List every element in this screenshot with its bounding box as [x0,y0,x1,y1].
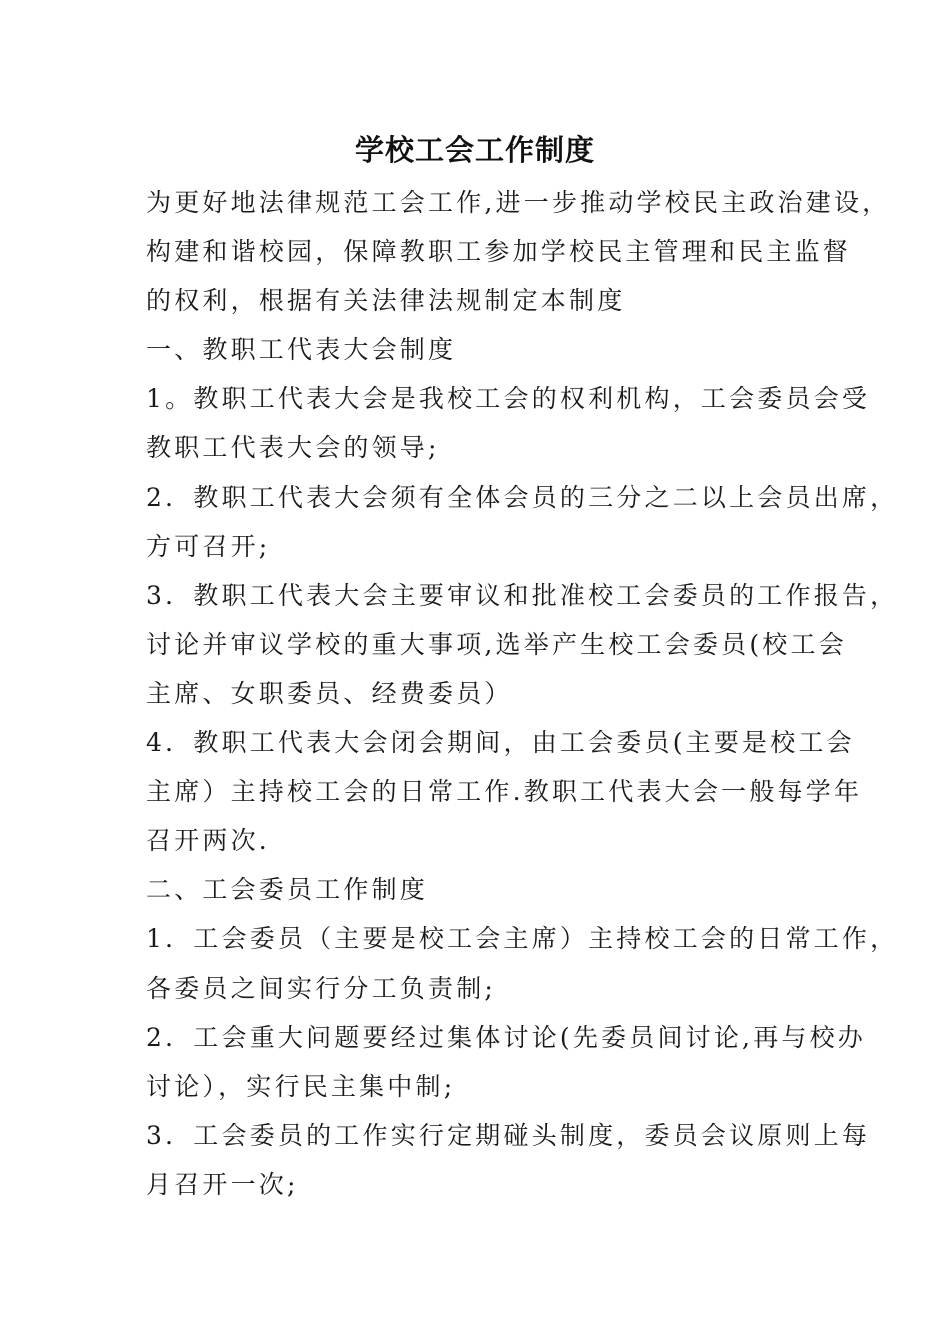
document-body [146,178,899,1209]
text-line: 3．教职工代表大会主要审议和批准校工会委员的工作报告， [146,580,899,610]
text-line: 的权利，根据有关法律法规制定本制度 [146,286,626,316]
document-title: 学校工会工作制度 [354,133,595,167]
text-line: 2．工会重大问题要经过集体讨论(先委员间讨论,再与校办 [146,1022,867,1052]
text-line: 3．工会委员的工作实行定期碰头制度，委员会议原则上每 [146,1120,871,1150]
text-line: 主席、女职委员、经费委员） [146,678,513,708]
text-line: 1。教职工代表大会是我校工会的权利机构，工会委员会受 [146,384,871,414]
text-line: 1．工会委员（主要是校工会主席）主持校工会的日常工作， [146,924,899,954]
text-line: 月召开一次; [146,1169,299,1199]
text-line: 讨论），实行民主集中制; [146,1071,456,1101]
text-line: 2．教职工代表大会须有全体会员的三分之二以上会员出席， [146,482,899,512]
text-line: 召开两次. [146,826,270,856]
text-line: 方可召开; [146,531,271,561]
text-line: 各委员之间实行分工负责制; [146,973,497,1003]
text-line: 讨论并审议学校的重大事项,选举产生校工会委员(校工会 [146,629,847,659]
section-heading-2: 二、工会委员工作制度 [146,875,429,905]
text-line: 为更好地法律规范工会工作,进一步推动学校民主政治建设， [146,188,891,217]
section-heading-1: 一、教职工代表大会制度 [146,335,457,365]
text-line: 教职工代表大会的领导; [146,433,440,463]
text-line: 主席）主持校工会的日常工作.教职工代表大会一般每学年 [146,777,863,807]
text-line: 4．教职工代表大会闭会期间，由工会委员(主要是校工会 [146,728,855,758]
text-line: 构建和谐校园，保障教职工参加学校民主管理和民主监督 [146,237,852,267]
